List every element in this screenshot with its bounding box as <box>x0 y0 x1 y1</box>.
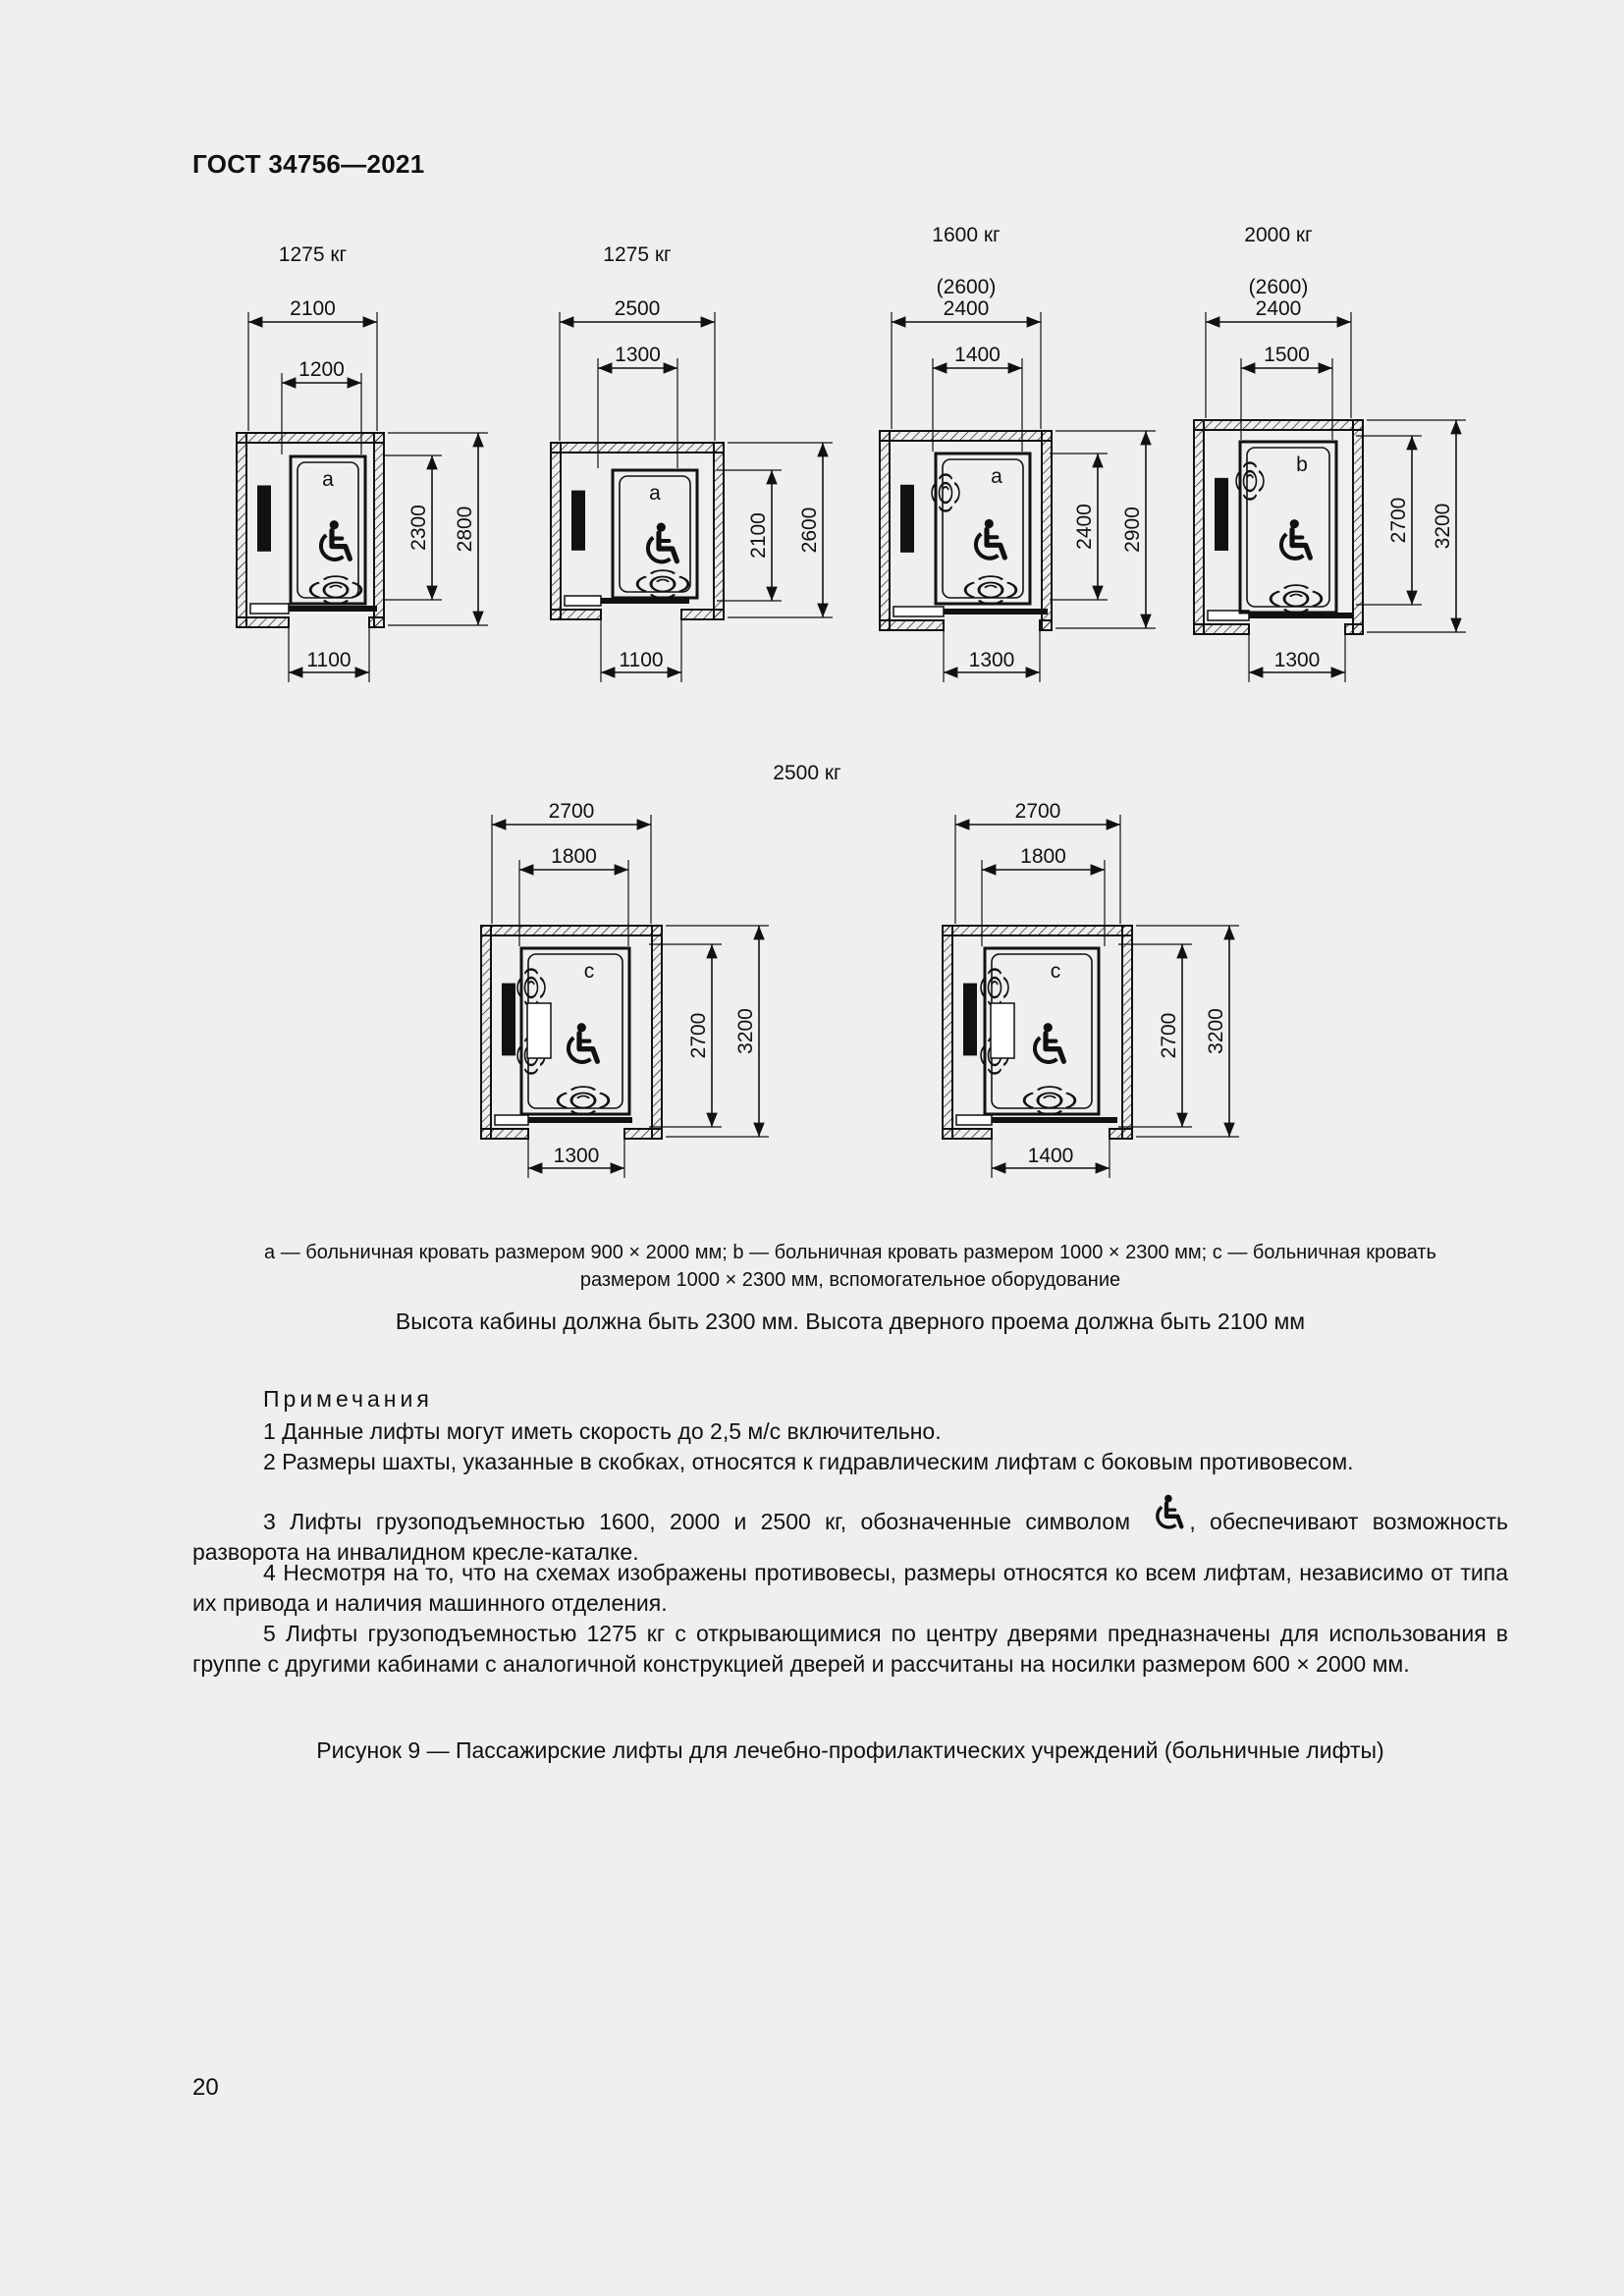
dim-door-width-l2 <box>601 619 681 682</box>
shaft-wall-rear <box>943 926 1132 935</box>
dim-door-width-l6 <box>992 1139 1110 1178</box>
attendant-icon <box>637 570 688 598</box>
note-4: 4 Несмотря на то, что на схемах изображены противовесы, размеры относятся ко всем лифтам, независимо от типа их привода и наличия машинного отделения. <box>192 1560 1508 1616</box>
door-width-label-l6: 1400 <box>1027 1145 1074 1167</box>
dim-shaft-width-l4-label: 2400 <box>1255 297 1302 320</box>
note-3-text-b: , обеспечивают возможность разворота на инвалидном кресле-каталке. <box>192 1509 1508 1565</box>
bed-label-l4: b <box>1296 454 1308 476</box>
dim-shaft-depth-l6-label: 3200 <box>1205 1008 1227 1054</box>
counterweight <box>900 485 914 553</box>
dim-door-width-l1 <box>289 627 369 682</box>
door-width-label-l2: 1100 <box>619 649 664 671</box>
dim-door-width-l5 <box>528 1139 624 1178</box>
note-1: 1 Данные лифты могут иметь скорость до 2,5 м/с включительно. <box>263 1418 942 1444</box>
dim-shaft-width-l2 <box>560 297 715 441</box>
landing-door-sill <box>281 606 377 612</box>
door-width-label-l1: 1100 <box>306 649 352 671</box>
shaft-wall-left <box>943 926 952 1139</box>
figure-caption: Рисунок 9 — Пассажирские лифты для лечебно-профилактических учреждений (больничные лифты) <box>316 1737 1384 1763</box>
dim-car-depth-l1 <box>385 455 442 600</box>
capacity-label-l4: 2000 кг <box>1244 224 1313 246</box>
counterweight <box>502 984 515 1056</box>
attendant-icon <box>1024 1087 1075 1114</box>
height-note: Высота кабины должна быть 2300 мм. Высота дверного проема должна быть 2100 мм <box>395 1308 1306 1334</box>
figure-legend <box>192 1239 1508 1294</box>
dim-car-width-l6-label: 1800 <box>1020 845 1066 868</box>
dim-shaft-depth-l2-label: 2600 <box>798 507 821 554</box>
capacity-label-l3: 1600 кг <box>932 224 1001 246</box>
dim-shaft-depth-l4 <box>1367 420 1466 632</box>
shaft-wall-left <box>880 431 890 630</box>
shaft-wall-rear <box>481 926 662 935</box>
shaft-wall-right <box>652 926 662 1139</box>
door-panel-left <box>250 604 289 614</box>
shaft-wall-front-right <box>369 617 384 627</box>
dim-car-width-l1-label: 1200 <box>298 358 345 381</box>
note-3 <box>192 1490 1508 1568</box>
shaft-wall-front-left <box>237 617 289 627</box>
dim-door-width-l3 <box>944 630 1040 682</box>
dim-shaft-depth-l2 <box>728 443 833 617</box>
shaft-wall-front-right <box>1345 624 1363 634</box>
shaft-wall-front-left <box>481 1129 528 1139</box>
lift-diagram-l6 <box>943 800 1239 1178</box>
bed-label-l6: c <box>1050 960 1061 983</box>
dim-shaft-depth-l1 <box>388 433 488 625</box>
dim-car-depth-l5-label: 2700 <box>687 1012 710 1059</box>
bed-label-l1: a <box>322 468 334 491</box>
shaft-wall-front-left <box>551 610 601 619</box>
bed-label-l3: a <box>991 465 1002 488</box>
legend-line-1: a — больничная кровать размером 900 × 2000 мм; b — больничная кровать размером 1000 × 2300 мм; c — больничная кровать <box>264 1242 1436 1263</box>
shaft-wall-left <box>481 926 491 1139</box>
wheelchair-icon <box>976 519 1004 559</box>
dim-door-width-l4 <box>1249 634 1345 682</box>
shaft-wall-front-left <box>943 1129 992 1139</box>
dim-shaft-width-l3-label: 2400 <box>943 297 990 320</box>
group-capacity-label: 2500 кг <box>773 762 841 784</box>
note-3-text-a: 3 Лифты грузоподъемностью 1600, 2000 и 2500 кг, обозначенные символом <box>263 1509 1145 1534</box>
shaft-wall-left <box>551 443 561 619</box>
counterweight <box>1215 478 1228 551</box>
lift-diagrams <box>237 224 1466 1178</box>
landing-door-sill <box>984 1117 1117 1123</box>
shaft-wall-left <box>237 433 246 627</box>
dim-shaft-depth-l3-label: 2900 <box>1121 507 1144 553</box>
dim-shaft-width-l5-label: 2700 <box>548 800 595 823</box>
lift-diagram-l2 <box>551 243 833 682</box>
auxiliary-equipment <box>527 1003 551 1058</box>
door-panel-left <box>565 596 601 606</box>
capacity-label-l1: 1275 кг <box>278 243 348 266</box>
shaft-wall-right <box>374 433 384 627</box>
door-panel-left <box>956 1115 992 1125</box>
wheelchair-turn-icon <box>1144 1490 1189 1535</box>
dim-shaft-depth-l5-label: 3200 <box>734 1008 757 1054</box>
legend-line-2: размером 1000 × 2300 мм, вспомогательное оборудование <box>579 1269 1121 1291</box>
dim-shaft-width-l6-label: 2700 <box>1014 800 1061 823</box>
door-panel-left <box>893 607 944 616</box>
shaft-wall-rear <box>880 431 1052 441</box>
dim-car-depth-l3-label: 2400 <box>1073 504 1096 550</box>
door-panel-left <box>495 1115 528 1125</box>
dim-car-width-l4-label: 1500 <box>1264 344 1310 366</box>
dim-car-depth-l2-label: 2100 <box>747 512 770 559</box>
shaft-wall-front-right <box>624 1129 662 1139</box>
bed-label-l5: c <box>583 960 595 983</box>
note-5: 5 Лифты грузоподъемностью 1275 кг с открывающимися по центру дверями предназначены для использования в группе с другими кабинами с аналогичной конструкцией дверей и рассчитаны на носилки размером 600 × 2000 мм. <box>192 1621 1508 1677</box>
dim-car-width-l2-label: 1300 <box>615 344 661 366</box>
wheelchair-icon <box>1035 1023 1063 1062</box>
page-number: 20 <box>192 2074 219 2101</box>
dim-shaft-depth-l4-label: 3200 <box>1432 503 1454 550</box>
counterweight <box>963 984 977 1056</box>
wheelchair-icon <box>648 523 677 562</box>
landing-door-sill <box>520 1117 632 1123</box>
dim-car-depth-l6-label: 2700 <box>1158 1012 1180 1059</box>
shaft-wall-right <box>1353 420 1363 634</box>
shaft-wall-front-right <box>1110 1129 1132 1139</box>
hydraulic-width-label-l4: (2600) <box>1248 276 1309 298</box>
shaft-wall-right <box>714 443 724 619</box>
dim-car-depth-l4-label: 2700 <box>1387 497 1410 544</box>
lift-diagram-l3 <box>880 224 1156 682</box>
dim-car-depth-l1-label: 2300 <box>407 505 430 551</box>
wheelchair-icon <box>321 520 350 560</box>
shaft-wall-front-left <box>1194 624 1249 634</box>
document-header: ГОСТ 34756—2021 <box>192 149 425 179</box>
attendant-icon <box>310 576 361 604</box>
dim-car-width-l3-label: 1400 <box>954 344 1001 366</box>
wheelchair-icon <box>1281 519 1310 559</box>
lift-diagram-l4 <box>1194 224 1466 682</box>
attendant-icon <box>1271 585 1322 613</box>
notes-title: Примечания <box>263 1386 433 1412</box>
dim-shaft-depth-l3 <box>1056 431 1156 628</box>
dim-car-depth-l4 <box>1356 436 1422 605</box>
dim-car-depth-l2 <box>717 470 782 601</box>
lift-diagram-l5 <box>481 800 769 1178</box>
dim-shaft-depth-l1-label: 2800 <box>454 506 476 553</box>
dim-shaft-width-l2-label: 2500 <box>614 297 661 320</box>
wheelchair-icon <box>568 1023 597 1062</box>
shaft-wall-front-right <box>681 610 724 619</box>
door-width-label-l3: 1300 <box>968 649 1015 671</box>
dim-shaft-width-l1-label: 2100 <box>290 297 336 320</box>
dim-shaft-depth-l6 <box>1136 926 1239 1137</box>
counterweight <box>257 485 271 551</box>
attendant-icon <box>558 1087 609 1114</box>
counterweight <box>571 491 585 551</box>
auxiliary-equipment <box>991 1003 1014 1058</box>
lift-diagram-l1 <box>237 243 488 682</box>
note-2: 2 Размеры шахты, указанные в скобках, относятся к гидравлическим лифтам с боковым противовесом. <box>263 1449 1354 1474</box>
shaft-wall-front-left <box>880 620 944 630</box>
capacity-label-l2: 1275 кг <box>603 243 672 266</box>
shaft-wall-front-right <box>1040 620 1052 630</box>
attendant-icon <box>965 576 1016 604</box>
door-width-label-l4: 1300 <box>1273 649 1321 671</box>
shaft-wall-rear <box>551 443 724 453</box>
shaft-wall-left <box>1194 420 1204 634</box>
door-width-label-l5: 1300 <box>553 1145 600 1167</box>
dim-shaft-depth-l5 <box>666 926 769 1137</box>
shaft-wall-rear <box>1194 420 1363 430</box>
landing-door-sill <box>936 609 1048 614</box>
bed-label-l2: a <box>649 482 661 505</box>
shaft-wall-right <box>1122 926 1132 1139</box>
hydraulic-width-label-l3: (2600) <box>936 276 997 298</box>
dim-car-depth-l3 <box>1050 454 1108 600</box>
dim-car-width-l5-label: 1800 <box>551 845 597 868</box>
